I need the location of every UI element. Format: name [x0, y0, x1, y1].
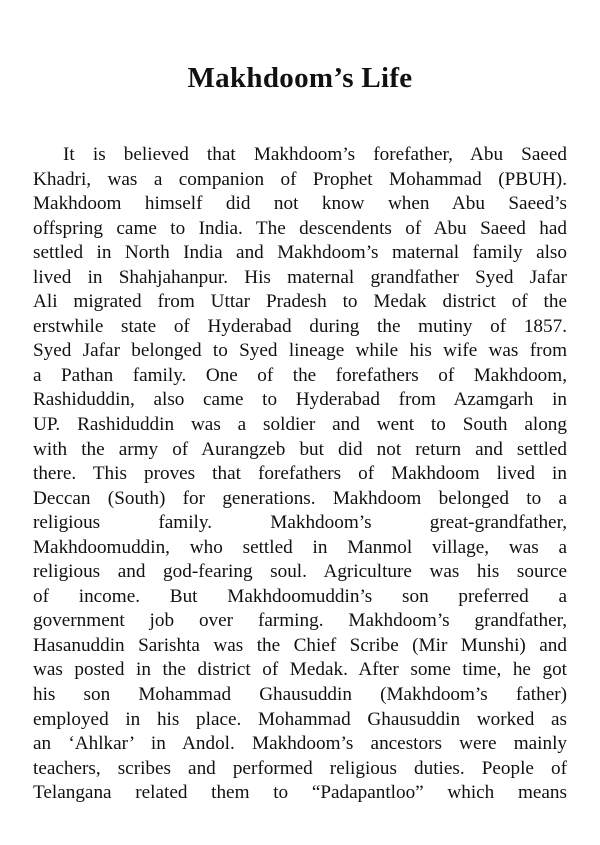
text-line-27: Telangana related them to “Padapantloo” which means: [33, 782, 567, 804]
text-line-3: Makhdoom himself did not know when Abu Saeed’s: [33, 193, 567, 215]
text-line-17: Makhdoomuddin, who settled in Manmol village, was a: [33, 536, 567, 558]
chapter-title: Makhdoom’s Life: [187, 62, 413, 94]
text-line-14: there. This proves that forefathers of Makhdoom lived in: [33, 463, 567, 485]
text-line-25: an ‘Ahlkar’ in Andol. Makhdoom’s ancestors were mainly: [33, 733, 567, 755]
text-line-5: settled in North India and Makhdoom’s maternal family also: [33, 242, 567, 264]
text-line-20: government job over farming. Makhdoom’s grandfather,: [33, 610, 567, 632]
text-line-11: Rashiduddin, also came to Hyderabad from Azamgarh in: [33, 389, 567, 411]
text-line-13: with the army of Aurangzeb but did not return and settled: [33, 438, 567, 460]
text-line-23: his son Mohammad Ghausuddin (Makhdoom’s father): [33, 684, 567, 706]
text-line-21: Hasanuddin Sarishta was the Chief Scribe (Mir Munshi) and: [33, 634, 567, 656]
text-line-22: was posted in the district of Medak. After some time, he got: [33, 659, 567, 681]
text-line-2: Khadri, was a companion of Prophet Mohammad (PBUH).: [33, 168, 567, 190]
text-line-18: religious and god-fearing soul. Agriculture was his source: [33, 561, 567, 583]
text-line-24: employed in his place. Mohammad Ghausuddin worked as: [33, 708, 567, 730]
text-line-1: It is believed that Makhdoom’s forefather, Abu Saeed: [63, 144, 567, 165]
text-line-10: a Pathan family. One of the forefathers of Makhdoom,: [33, 364, 567, 386]
text-line-6: lived in Shahjahanpur. His maternal grandfather Syed Jafar: [33, 266, 567, 288]
text-line-15: Deccan (South) for generations. Makhdoom belonged to a: [33, 487, 567, 509]
body-paragraph: [33, 143, 567, 806]
text-line-26: teachers, scribes and performed religious duties. People of: [33, 757, 567, 779]
text-line-16: religious family. Makhdoom’s great-grandfather,: [33, 512, 567, 534]
text-line-12: UP. Rashiduddin was a soldier and went to South along: [33, 414, 567, 436]
text-line-4: offspring came to India. The descendents of Abu Saeed had: [33, 217, 567, 239]
text-line-8: erstwhile state of Hyderabad during the mutiny of 1857.: [33, 315, 567, 337]
text-line-19: of income. But Makhdoomuddin’s son preferred a: [33, 585, 567, 607]
text-line-7: Ali migrated from Uttar Pradesh to Medak district of the: [33, 291, 567, 313]
text-line-9: Syed Jafar belonged to Syed lineage while his wife was from: [33, 340, 567, 362]
